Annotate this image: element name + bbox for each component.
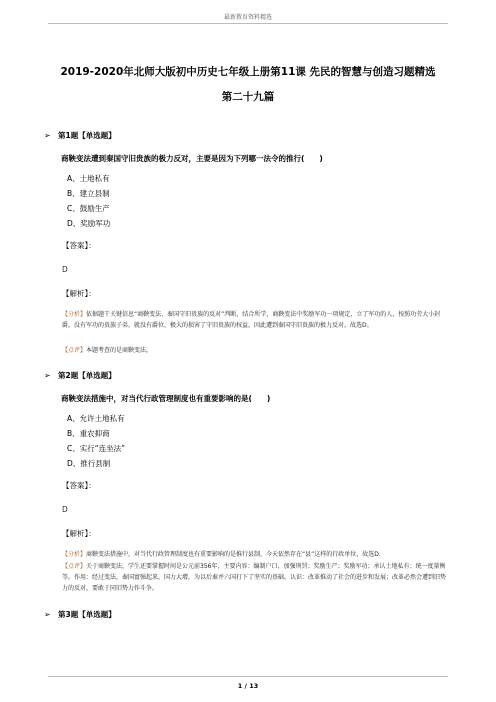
bullet-arrow-icon: ➢: [44, 371, 51, 380]
question-2-analysis-label: 【解析】：: [62, 529, 96, 538]
comment-tag: 【点评】: [62, 347, 87, 354]
analysis-text: 依据题干关键信息“商鞅变法、秦国守旧贵族的反对”判断，结合所学，商鞅变法中奖励军功一项规定，立了军功的人，按照功劳大小封爵，没有军功的贵族子弟，就没有爵位，极大的损害了守旧贵族的权益，因此遭到秦国守旧贵族的极力反对。故选D。: [62, 311, 441, 330]
analysis-tag: 【分析】: [62, 311, 87, 318]
analysis-tag: 【分析】: [62, 551, 87, 558]
bullet-arrow-icon: ➢: [44, 610, 51, 619]
question-2-analysis: [62, 549, 448, 560]
question-1-heading: [44, 130, 116, 141]
question-2-heading-text: 第2题【单选题】: [58, 371, 116, 380]
page-header: 最新教育资料精选: [223, 14, 272, 21]
question-1-answer-label: 【答案】：: [62, 241, 96, 250]
question-2-answer: D: [62, 505, 68, 514]
question-1-option-b: B、建立县制: [67, 189, 110, 198]
question-1-option-a: A、土地私有: [67, 174, 110, 183]
document-subtitle: 第二十九篇: [221, 91, 275, 103]
comment-text: 关于商鞅变法，学生还要掌握时间是公元前356年，主要内容：编制户口，加强刑罚；奖励生产；奖励军功；承认土地私有；统一度量衡等。作用：经过变法，秦国富强起来，国力大增，为以后秦并六国打下了坚实的基础。认识：改革推动了社会的进步和发展；改革必然会遭到旧势力的反对，要敢于同旧势力作斗争。: [62, 563, 447, 593]
question-1-option-c: C、鼓励生产: [67, 204, 110, 213]
comment-text: 本题考查的是商鞅变法。: [86, 347, 153, 354]
question-2-comment: [62, 561, 448, 595]
question-1-stem: 商鞅变法遭到秦国守旧贵族的极力反对，主要是因为下列哪一法令的推行( ): [61, 154, 323, 163]
question-2-option-c: C、实行“连坐法”: [67, 444, 126, 453]
question-2-option-b: B、重农抑商: [67, 429, 110, 438]
question-1-option-d: D、奖励军功: [67, 219, 111, 228]
question-2-option-a: A、允许土地私有: [67, 414, 125, 423]
question-1-heading-text: 第1题【单选题】: [58, 131, 116, 140]
header-divider: [48, 23, 448, 24]
document-title: 2019-2020年北师大版初中历史七年级上册第11课 先民的智慧与创造习题精选: [60, 66, 436, 78]
footer-divider: [48, 676, 448, 677]
question-3-heading-text: 第3题【单选题】: [58, 610, 116, 619]
question-1-comment: [62, 345, 448, 356]
comment-tag: 【点评】: [62, 563, 87, 570]
question-1-analysis: [62, 309, 448, 331]
page-number: 1 / 13: [237, 682, 259, 690]
question-1-analysis-label: 【解析】：: [62, 289, 96, 298]
question-2-heading: [44, 370, 116, 381]
analysis-text: 商鞅变法措施中，对当代行政管理制度也有重要影响的是推行县制，今天依然存在“县”这样的行政单位，故选D.: [86, 551, 381, 558]
bullet-arrow-icon: ➢: [44, 131, 51, 140]
question-2-option-d: D、推行县制: [67, 459, 111, 468]
question-2-answer-label: 【答案】：: [62, 481, 96, 490]
question-3-heading: [44, 609, 116, 620]
question-2-stem: 商鞅变法措施中，对当代行政管理制度也有重要影响的是( ): [61, 394, 271, 403]
question-1-answer: D: [62, 265, 68, 274]
